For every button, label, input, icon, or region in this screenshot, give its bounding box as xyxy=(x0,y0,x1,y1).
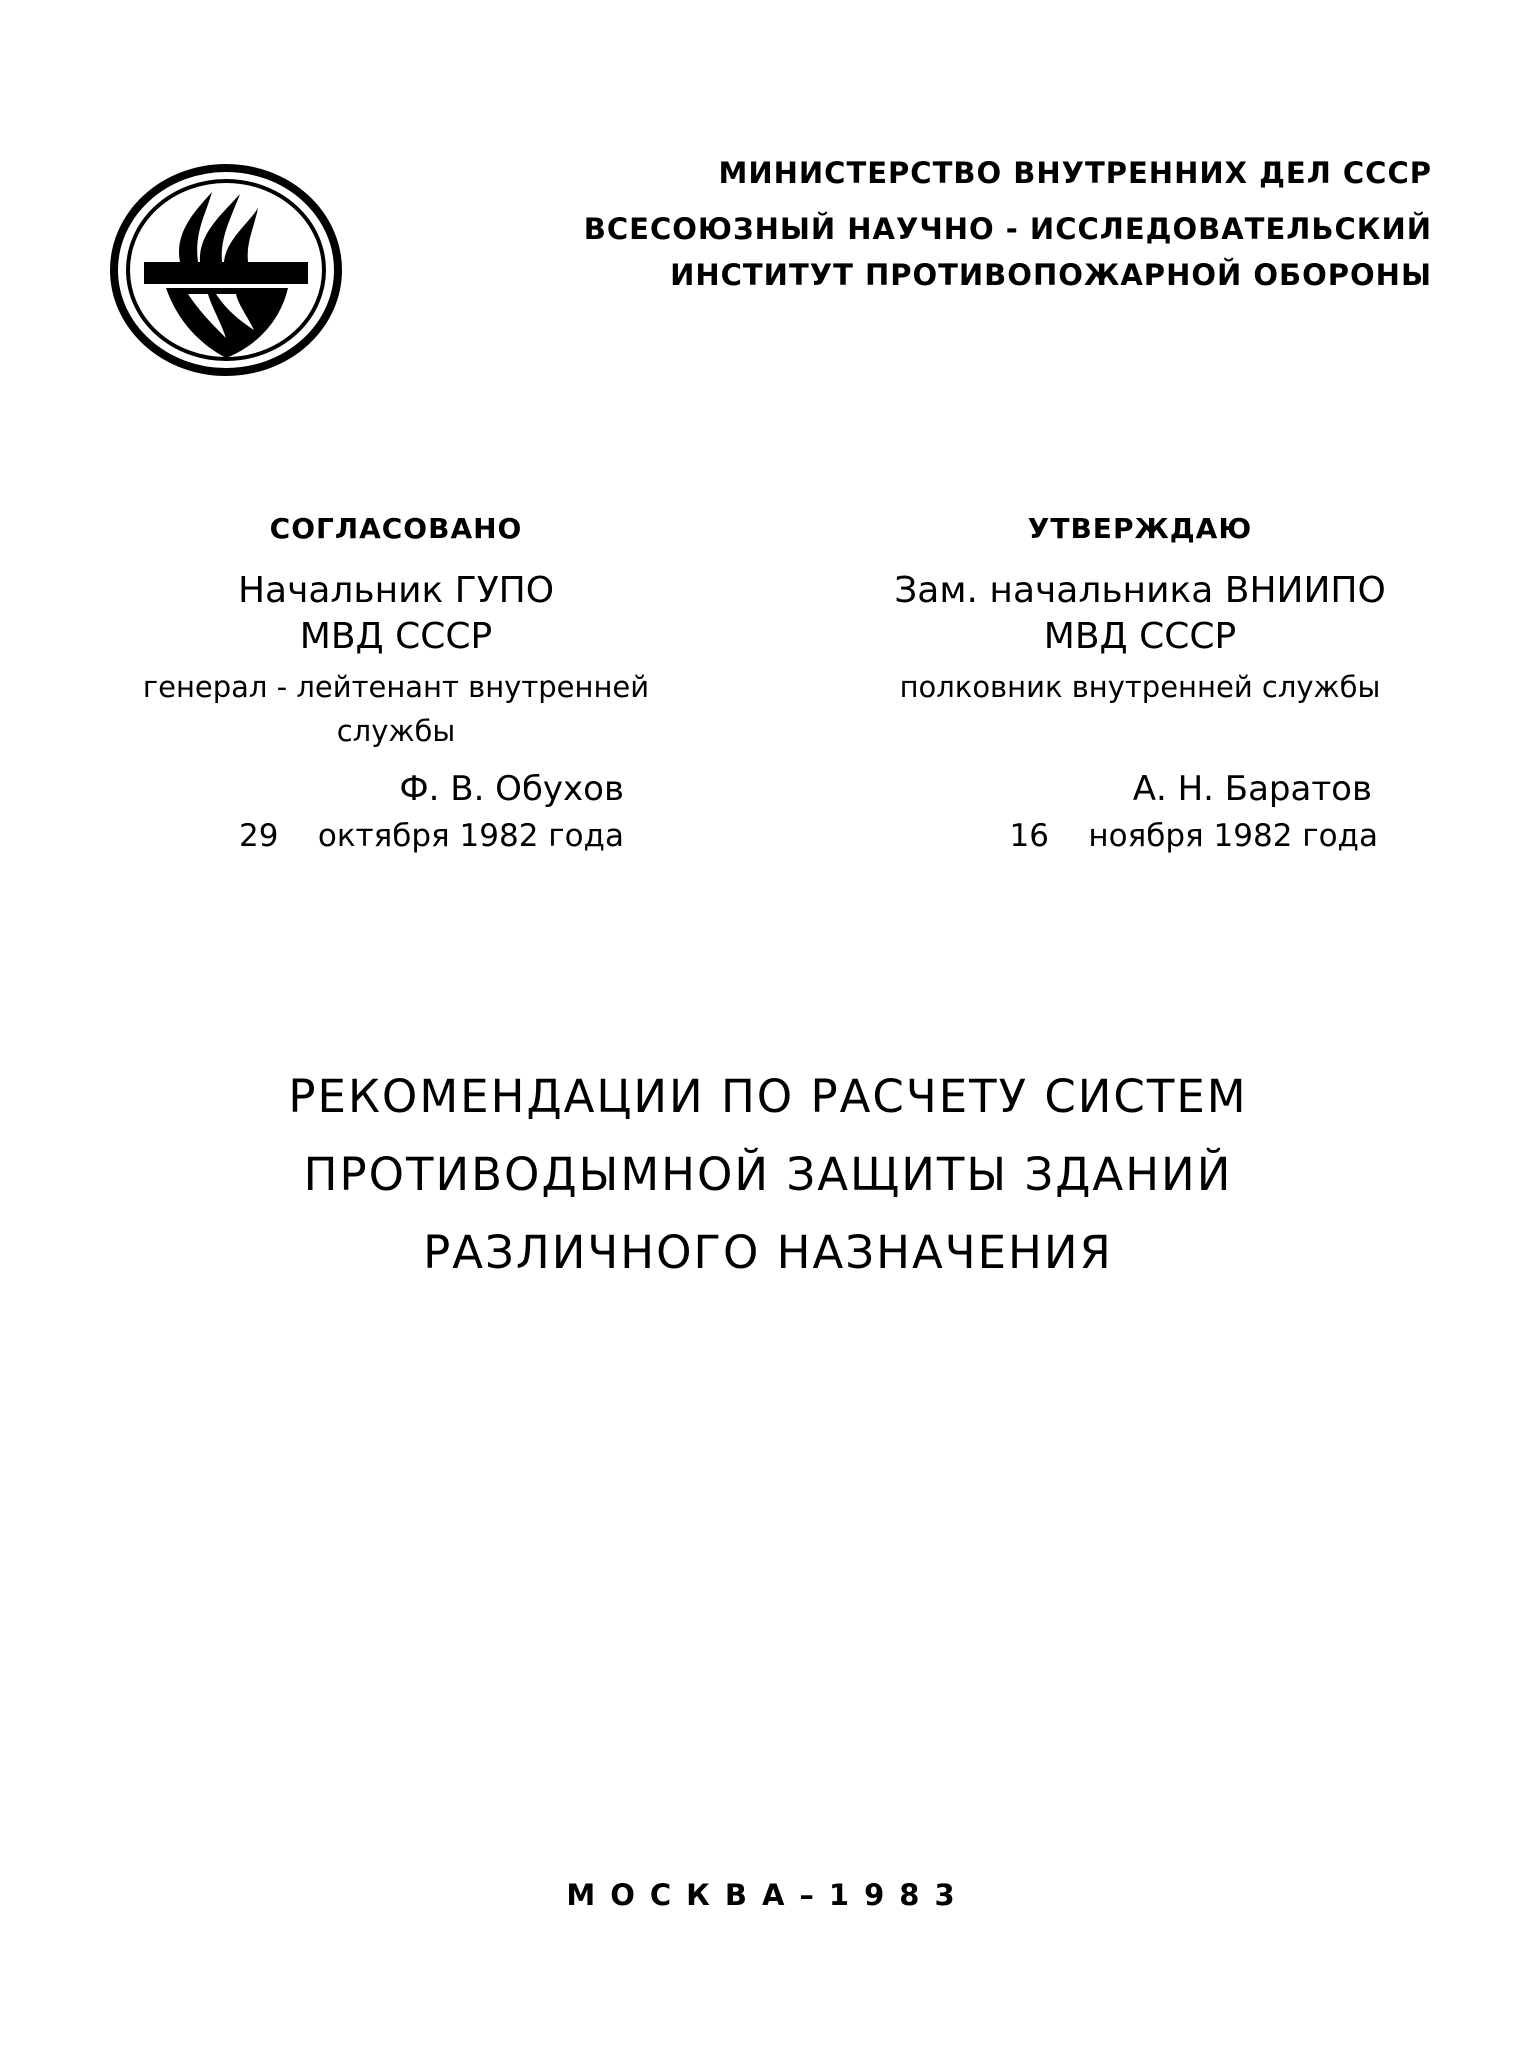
title-line3: РАЗЛИЧНОГО НАЗНАЧЕНИЯ xyxy=(423,1226,1113,1279)
flame-emblem-icon xyxy=(108,162,344,378)
agreed-role-line1: Начальник ГУПО xyxy=(237,570,555,611)
document-title xyxy=(0,1058,1536,1292)
agreed-role-line2: МВД СССР xyxy=(299,616,493,657)
title-line1: РЕКОМЕНДАЦИИ ПО РАСЧЕТУ СИСТЕМ xyxy=(288,1070,1248,1123)
approved-signer: А. Н. Баратов xyxy=(1132,769,1372,809)
approved-rank-line1: полковник внутренней службы xyxy=(899,670,1381,704)
title-line2: ПРОТИВОДЫМНОЙ ЗАЩИТЫ ЗДАНИЙ xyxy=(303,1148,1233,1201)
agreed-rank-line1: генерал - лейтенант внутренней xyxy=(142,670,650,704)
agreed-block xyxy=(96,512,696,860)
approved-role-line1: Зам. начальника ВНИИПО xyxy=(894,570,1386,611)
institute-name-line1: ВСЕСОЮЗНЫЙ НАУЧНО - ИССЛЕДОВАТЕЛЬСКИЙ xyxy=(583,212,1432,246)
place-year: МОСКВА–1983 xyxy=(566,1878,970,1912)
approved-role-line2: МВД СССР xyxy=(1043,616,1237,657)
agreed-rank-line2: службы xyxy=(336,714,456,748)
agreed-signer: Ф. В. Обухов xyxy=(399,769,624,809)
ministry-header xyxy=(512,150,1432,298)
approved-block xyxy=(840,512,1440,860)
agreed-date: 29 октября 1982 года xyxy=(239,818,624,854)
ministry-name: МИНИСТЕРСТВО ВНУТРЕННИХ ДЕЛ СССР xyxy=(718,156,1432,190)
institute-name-line2: ИНСТИТУТ ПРОТИВОПОЖАРНОЙ ОБОРОНЫ xyxy=(670,258,1432,292)
agreed-stamp: СОГЛАСОВАНО xyxy=(269,512,523,545)
approved-stamp: УТВЕРЖДАЮ xyxy=(1027,512,1253,545)
approved-date: 16 ноября 1982 года xyxy=(1009,818,1378,854)
